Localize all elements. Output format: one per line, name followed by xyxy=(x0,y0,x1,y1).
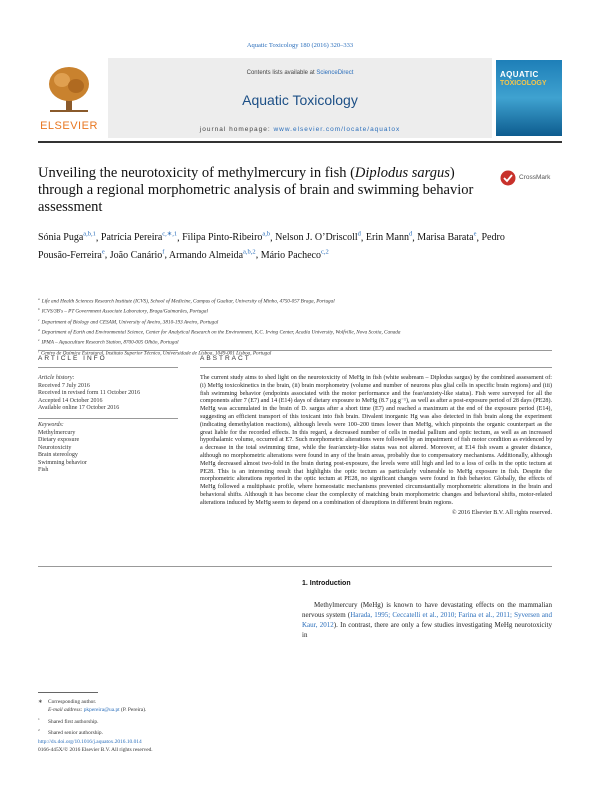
keyword-list xyxy=(38,430,178,475)
article-info-heading: ARTICLE INFO xyxy=(38,355,107,362)
author[interactable] xyxy=(101,232,177,243)
affiliation xyxy=(38,317,558,327)
keywords-label: Keywords: xyxy=(38,422,64,429)
author-affiliation-marker[interactable]: f xyxy=(162,248,165,256)
email-label: E-mail address: xyxy=(48,707,84,714)
history-item: Received in revised form 11 October 2016 xyxy=(38,390,141,396)
homepage-link[interactable]: www.elsevier.com/locate/aquatox xyxy=(273,126,401,133)
affiliation-marker: b xyxy=(38,307,40,312)
intro-heading: 1. Introduction xyxy=(302,580,351,587)
affiliation xyxy=(38,296,558,306)
contents-line xyxy=(108,70,492,76)
author[interactable] xyxy=(169,250,256,261)
footnote-email xyxy=(38,706,278,714)
sciencedirect-link[interactable]: ScienceDirect xyxy=(316,70,354,76)
affiliation-text: Department of Earth and Environmental Science, Center for Analytical Research on the Environment, K.C. Irving Center, Acadia University, Wolfville, Nova Scotia, Canada xyxy=(41,329,401,336)
crossmark-label: CrossMark xyxy=(519,174,551,181)
footnote-1: $^1$ Shared first authorship. xyxy=(38,716,99,725)
journal-homepage xyxy=(108,126,492,133)
title-part-2: ) through a regional morphometric analysis of brain and swimming behavior assessment xyxy=(38,165,474,215)
author-affiliation-marker[interactable]: d xyxy=(408,231,413,238)
author-name: Mário Pacheco xyxy=(260,249,321,261)
author-name: Filipa Pinto-Ribeiro xyxy=(182,232,263,244)
intro-text-before: Methylmercury (MeHg) is known to have devastating effects on the mammalian nervous system ( xyxy=(302,601,552,619)
author[interactable] xyxy=(275,232,361,243)
abstract-text: The current study aims to shed light on the neurotoxicity of MeHg in fish (white seabream – Diplodus sargus) by the combined assessment of: (i) MeHg toxicokinetics in the brain, (ii) brain morphometry (volume and number of neurons plus glial cells in specific brain regions) and (iii) fish swimming behavior (endpoints associated with the motor performance and the fear/anxiety-like status). Fish were surveyed for all the components after 7 (E7) and 14 (E14) days of dietary exposure to MeHg (8.7 μg g⁻¹), as well as after a post-exposure period of 28 days (PE28). MeHg was accumulated in the brain of D. sargus after a short time (E7) and reached a maximum at the end of the exposure period (E14), suggesting an efficient transport of this toxicant into fish brain. Divalent inorganic Hg was also detected in fish brain along the experiment (indicating demethylation reactions), although levels were 100–200 times lower than MeHg, which pinpoints the organic counterpart as the great liable for the recorded effects. In this regard, a decreased number of cells in medial pallium and optic tectum, as well as an increased hypothalamic volume, occurred at E7. Such morphometric alterations were followed by an impairment of fish motor condition as evidenced by a decrease in the total swimming time, while the fear/anxiety-like status was not altered. Moreover, at E14 fish swam a greater distance, although no morphometric alterations were found in any of the brain areas, probably due to compensatory mechanisms. Additionally, although MeHg decreased almost two-fold in the brain during post-exposure, the levels were still high and led to a loss of cells in the optic tectum at PE28. This is an interesting result that highlights the optic tectum as particularly vulnerable to MeHg exposure in fish. Despite the morphometric alterations reported in the optic tectum at PE28, no significant changes were found in fish behavior. Globally, the effects of MeHg followed a multiphasic profile, where homeostatic mechanisms prevented circumstantially morphometric alterations in the brain and behavioral shifts. Although it has become clear the complexity of matching brain morphometric changes and behavioral shifts, motor-related alterations induced by MeHg seem to depend on a combination of disruptions in different brain regions. xyxy=(200,375,552,506)
affiliation-text: IPMA – Aquaculture Research Station, 8700-005 Olhão, Portugal xyxy=(41,340,179,347)
title-species: Diplodus sargus xyxy=(354,165,450,181)
author-list: Sónia Puga$^{a,b,1}$, Patrícia Pereira$^{c,∗,1}$, Filipa Pinto-Ribeiro$^{a,b}$, Nelson J. O’Driscoll$^d$, Erin Mann$^d$, Marisa Barata$^e$, Pedro Pousão-Ferreira$^e$, João Canário$^f$, Armando Almeida$^{a,b,2}$, Mário Pacheco$^{c,2}$ xyxy=(38,231,505,261)
affiliation-marker: c xyxy=(38,317,40,322)
intro-text-after: ). In contrast, there are only a few studies investigating MeHg neurotoxicity in xyxy=(302,621,553,639)
elsevier-wordmark: ELSEVIER xyxy=(40,120,98,132)
journal-title[interactable]: Aquatic Toxicology xyxy=(242,92,358,108)
author[interactable] xyxy=(38,232,96,243)
info-top-rule xyxy=(38,350,178,351)
crossmark-badge[interactable] xyxy=(500,170,562,186)
affiliation-list xyxy=(38,296,558,358)
corresponding-label: Corresponding author. xyxy=(48,699,97,705)
author[interactable] xyxy=(366,232,412,243)
keyword: Dietary exposure xyxy=(38,437,80,444)
title-part-1: Unveiling the neurotoxicity of methylmercury in fish ( xyxy=(38,165,355,181)
author-affiliation-marker[interactable]: c,2 xyxy=(320,248,329,256)
issn-line: 0166-445X/© 2016 Elsevier B.V. All rights reserved. xyxy=(38,747,153,753)
affiliation-text: Centro de Química Estrutural, Instituto Superior Técnico, Universidade de Lisboa, 1049-001 Lisboa, Portugal xyxy=(40,350,272,357)
affiliation-text: ICVS/3B's – PT Government Associate Laboratory, Braga/Guimarães, Portugal xyxy=(41,309,208,316)
cover-line-2: TOXICOLOGY xyxy=(500,80,547,87)
article-title xyxy=(38,165,478,216)
footnote-2-text: Shared senior authorship. xyxy=(48,729,103,736)
keyword: Swimming behavior xyxy=(38,459,87,466)
keywords-rule xyxy=(38,418,178,419)
journal-reference[interactable]: Aquatic Toxicology 180 (2016) 320–333 xyxy=(246,42,354,49)
history-list xyxy=(38,383,178,413)
keyword: Fish xyxy=(38,467,49,474)
article-info xyxy=(38,375,178,475)
intro-text xyxy=(302,600,552,640)
abstract-heading-rule xyxy=(200,367,552,368)
affiliation xyxy=(38,337,558,347)
contents-prefix: Contents lists available at xyxy=(246,70,317,76)
author-name: Erin Mann xyxy=(365,232,409,244)
email-link[interactable]: pkpereira@ua.pt xyxy=(83,707,120,714)
header-divider xyxy=(38,141,562,143)
keyword: Neurotoxicity xyxy=(38,444,72,451)
footnote-1-text: Shared first authorship. xyxy=(48,718,99,725)
author[interactable] xyxy=(182,232,270,243)
abstract-top-rule xyxy=(200,350,552,351)
author-affiliation-marker[interactable]: e xyxy=(101,248,105,256)
elsevier-tree-icon xyxy=(46,64,92,114)
email-suffix: (P. Pereira). xyxy=(119,707,147,714)
author-name: Patrícia Pereira xyxy=(100,232,163,244)
homepage-prefix: journal homepage: xyxy=(199,126,274,133)
affiliation-text: Life and Health Sciences Research Institute (ICVS), School of Medicine, Campus of Gualtar, University of Minho, 4750-057 Braga, Portugal xyxy=(41,298,335,305)
affiliation-marker: a xyxy=(38,297,40,301)
affiliation xyxy=(38,306,558,316)
citation-links[interactable]: Harada, 1995; Ceccatelli et al., 2010; Farina et al., 2011; Syversen and Kaur, 2012 xyxy=(302,611,552,629)
history-label: Article history: xyxy=(38,375,75,381)
author[interactable] xyxy=(261,250,329,261)
affiliation xyxy=(38,327,558,337)
author-affiliation-marker[interactable]: a,b,1 xyxy=(83,231,96,238)
elsevier-logo xyxy=(38,62,100,132)
author-name: Armando Almeida xyxy=(168,249,244,261)
journal-cover[interactable] xyxy=(496,60,562,136)
doi-link[interactable]: http://dx.doi.org/10.1016/j.aquatox.2016.10.014 xyxy=(38,739,142,745)
author-affiliation-marker[interactable]: a,b,2 xyxy=(243,248,256,256)
author-affiliation-marker[interactable]: a,b xyxy=(262,231,271,238)
footnote-corresponding: ∗ Corresponding author. xyxy=(38,699,97,705)
author-name: Sónia Puga xyxy=(38,232,84,244)
abstract-heading: ABSTRACT xyxy=(200,355,251,362)
footnote-2: $^2$ Shared senior authorship. xyxy=(38,728,103,736)
cover-line-1: AQUATIC xyxy=(500,70,539,79)
author-affiliation-marker[interactable]: c,∗,1 xyxy=(162,231,178,238)
affiliation-marker: d xyxy=(38,327,40,332)
affiliation-text: Department of Biology and CESAM, University of Aveiro, 3810-193 Aveiro, Portugal xyxy=(41,319,219,326)
author-name: Pedro Pousão-Ferreira xyxy=(38,232,505,261)
abstract xyxy=(200,375,552,517)
abstract-bottom-rule xyxy=(38,566,552,567)
history-item: Received 7 July 2016 xyxy=(38,382,90,389)
affiliation-marker: e xyxy=(38,338,40,343)
history-item: Accepted 14 October 2016 xyxy=(38,397,103,404)
copyright-notice: © 2016 Elsevier B.V. All rights reserved. xyxy=(451,509,552,516)
author-name: Nelson J. O’Driscoll xyxy=(275,232,358,244)
doi-block xyxy=(38,738,298,754)
author-name: João Canário xyxy=(109,249,163,261)
author-affiliation-marker[interactable]: d xyxy=(357,231,361,238)
keyword: Brain stereology xyxy=(38,452,78,459)
info-heading-rule xyxy=(38,367,178,368)
history-item: Available online 17 October 2016 xyxy=(38,405,120,411)
author[interactable] xyxy=(110,250,165,261)
keyword: Methylmercury xyxy=(38,429,76,436)
crossmark-icon xyxy=(500,170,516,186)
author-affiliation-marker[interactable]: e xyxy=(473,231,477,238)
footnotes xyxy=(38,698,278,737)
author[interactable] xyxy=(417,232,476,243)
journal-masthead xyxy=(108,58,492,138)
author-name: Marisa Barata xyxy=(417,232,474,244)
footnote-rule xyxy=(38,692,98,693)
